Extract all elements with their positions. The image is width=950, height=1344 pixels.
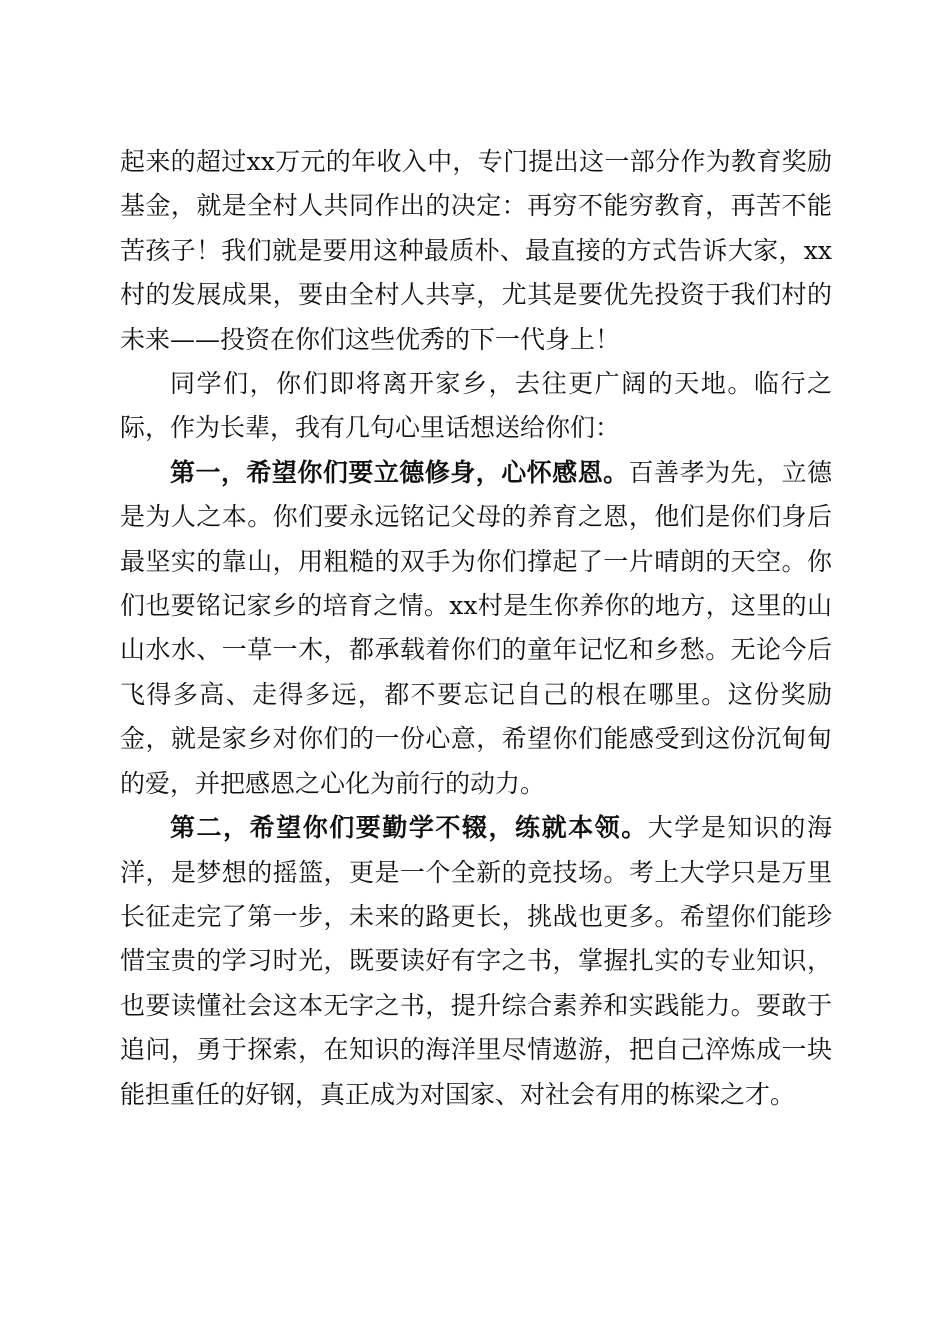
paragraph-text: 同学们，你们即将离开家乡，去往更广阔的天地。临行之际，作为长辈，我有几句心里话想送给你们： — [120, 369, 832, 443]
paragraph-lead: 第二，希望你们要勤学不辍，练就本领。 — [170, 813, 648, 843]
document-body — [120, 140, 832, 1117]
paragraph-text: 百善孝为先，立德是为人之本。你们要永远铭记父母的养育之恩，他们是你们身后最坚实的靠山，用粗糙的双手为你们撑起了一片晴朗的天空。你们也要铭记家乡的培育之情。xx村是生你养你的地方，这里的山山水水、一草一木，都承载着你们的童年记忆和乡愁。无论今后飞得多高、走得多远，都不要忘记自己的根在哪里。这份奖励金，就是家乡对你们的一份心意，希望你们能感受到这份沉甸甸的爱，并把感恩之心化为前行的动力。 — [120, 457, 832, 798]
paragraph-continuation — [120, 140, 832, 362]
paragraph-text: 起来的超过xx万元的年收入中，专门提出这一部分作为教育奖励基金，就是全村人共同作出的决定：再穷不能穷教育，再苦不能苦孩子！我们就是要用这种最质朴、最直接的方式告诉大家，xx村的发展成果，要由全村人共享，尤其是要优先投资于我们村的未来——投资在你们这些优秀的下一代身上！ — [120, 147, 832, 354]
paragraph-address — [120, 362, 832, 451]
paragraph-point-one — [120, 451, 832, 806]
paragraph-text: 大学是知识的海洋，是梦想的摇篮，更是一个全新的竞技场。考上大学只是万里长征走完了第一步，未来的路更长，挑战也更多。希望你们能珍惜宝贵的学习时光，既要读好有字之书，掌握扎实的专业知识，也要读懂社会这本无字之书，提升综合素养和实践能力。要敢于追问，勇于探索，在知识的海洋里尽情遨游，把自己淬炼成一块能担重任的好钢，真正成为对国家、对社会有用的栋梁之才。 — [120, 813, 832, 1109]
paragraph-point-two — [120, 806, 832, 1117]
paragraph-lead: 第一，希望你们要立德修身，心怀感恩。 — [170, 457, 629, 487]
